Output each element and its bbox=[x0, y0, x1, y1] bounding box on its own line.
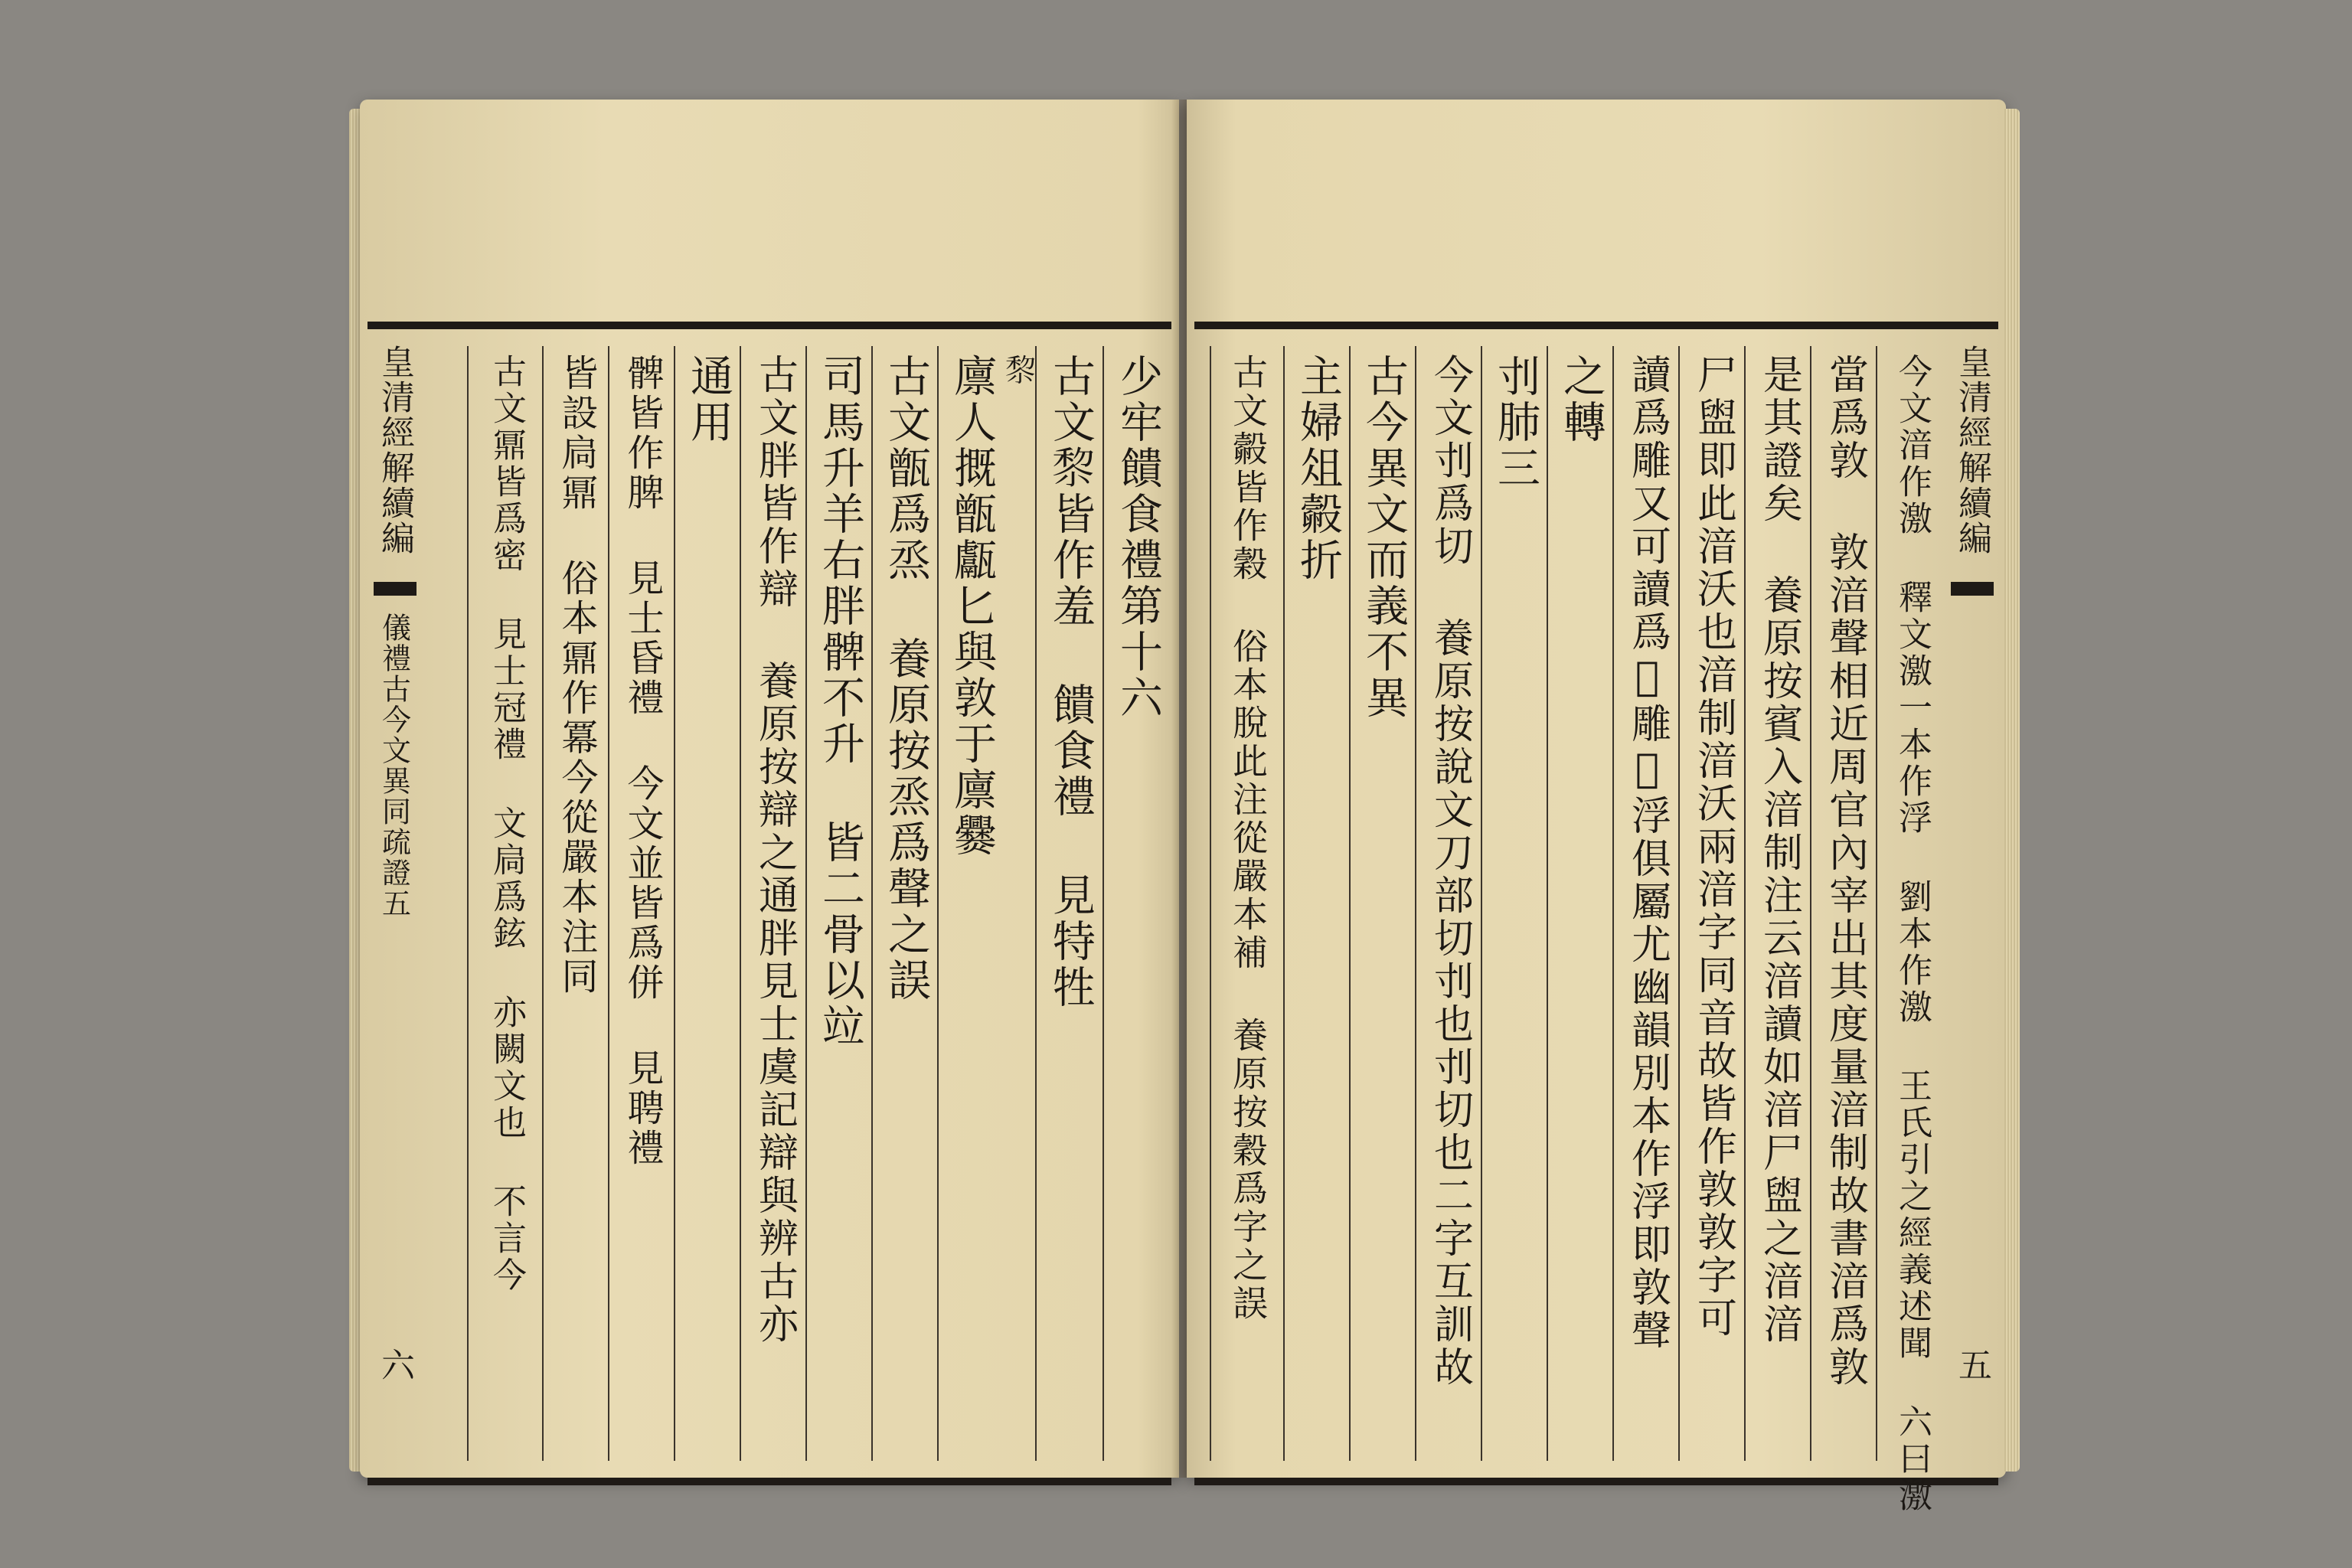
left-spine-subtitle: 儀禮古今文異同疏證五 bbox=[377, 612, 411, 919]
right-page bbox=[1187, 100, 2006, 1514]
column bbox=[1349, 346, 1416, 1461]
column-text: 主婦俎㲉折 bbox=[1293, 354, 1343, 583]
column bbox=[1102, 346, 1171, 1461]
column-text: 是其證矣 養原按賓入湆制注云湆讀如湆尸盥之湆湆 bbox=[1756, 354, 1802, 1346]
column bbox=[805, 346, 873, 1461]
fish-tail-mark bbox=[374, 582, 416, 596]
column-text: 古文鼏皆爲密 見士冠禮 文扃爲鉉 亦闕文也 不言今 bbox=[487, 354, 526, 1294]
column-text: 古文𥟖皆作羞 饋食禮 見特牲 bbox=[1046, 354, 1096, 1011]
column bbox=[542, 346, 609, 1461]
column-text: 當爲敦 敦湆聲相近周官內宰出其度量湆制故書湆爲敦 bbox=[1821, 354, 1868, 1389]
column bbox=[1876, 346, 1946, 1514]
right-folio-number: 五 bbox=[1952, 1348, 1991, 1383]
column bbox=[1210, 346, 1285, 1461]
left-folio-number: 六 bbox=[375, 1348, 414, 1383]
right-spine-title: 皇清經解續編 bbox=[1952, 345, 1991, 556]
left-page bbox=[360, 100, 1179, 1478]
right-page-edges bbox=[2004, 109, 2020, 1472]
column bbox=[1003, 346, 1035, 1461]
column-text: 通用 bbox=[684, 354, 733, 446]
column-text: 少牢饋食禮第十六 bbox=[1113, 354, 1163, 721]
left-spine-title: 皇清經解續編 bbox=[375, 345, 414, 556]
column bbox=[467, 346, 544, 1461]
column bbox=[608, 346, 675, 1461]
column-text: 司馬升羊右胖髀不升 皆二骨以竝 bbox=[815, 354, 865, 1050]
left-text-frame bbox=[368, 322, 1171, 1485]
column-text: 古文㲉皆作穀 俗本脫此注從嚴本補 養原按穀爲字之誤 bbox=[1227, 354, 1269, 1323]
column bbox=[1810, 346, 1877, 1461]
column-text: 今文刌爲切 養原按說文刀部切刌也刌切也二字互訓故 bbox=[1426, 354, 1473, 1389]
open-book bbox=[360, 100, 2006, 1514]
column-text: 𥟖 bbox=[1001, 354, 1037, 387]
column bbox=[871, 346, 939, 1461]
column bbox=[1481, 346, 1548, 1461]
column bbox=[1744, 346, 1811, 1461]
column bbox=[1678, 346, 1746, 1461]
column-text: 刌肺三 bbox=[1491, 354, 1540, 492]
column-text: 古文胖皆作辯 養原按辯之通胖見士虞記辯與辨古亦 bbox=[751, 354, 798, 1346]
column-text: 尸盥即此湆沃也湆制湆沃兩湆字同音故皆作敦敦字可 bbox=[1690, 354, 1736, 1340]
column-text: 讀爲雕又可讀爲𧇊雕𧇊浮俱屬尤幽韻別本作浮即敦聲 bbox=[1624, 354, 1671, 1352]
left-center-strip bbox=[368, 329, 421, 1478]
column bbox=[937, 346, 1004, 1461]
fish-tail-mark bbox=[1951, 582, 1994, 596]
column-text: 髀皆作脾 見士昏禮 今文並皆爲併 見聘禮 bbox=[621, 354, 664, 1168]
right-text-frame bbox=[1194, 322, 1998, 1514]
right-center-strip bbox=[1945, 329, 1998, 1478]
column bbox=[1415, 346, 1482, 1461]
column-text: 古今異文而義不異 bbox=[1359, 354, 1409, 721]
column bbox=[740, 346, 807, 1461]
column-text: 古文甑爲烝 養原按烝爲聲之誤 bbox=[881, 354, 931, 1004]
column-text: 之轉 bbox=[1557, 354, 1606, 446]
column bbox=[1612, 346, 1680, 1461]
column bbox=[674, 346, 741, 1461]
column bbox=[1035, 346, 1104, 1461]
column bbox=[1283, 346, 1351, 1461]
column-text: 皆設扃鼏 俗本鼏作冪今從嚴本注同 bbox=[555, 354, 598, 997]
column-text: 廪人摡甑甗匕與敦于廪爨 bbox=[947, 354, 997, 859]
column bbox=[1547, 346, 1614, 1461]
column-text: 今文湆作激 釋文激一本作浮 劉本作激 王氏引之經義述聞 六曰激 bbox=[1893, 354, 1932, 1514]
